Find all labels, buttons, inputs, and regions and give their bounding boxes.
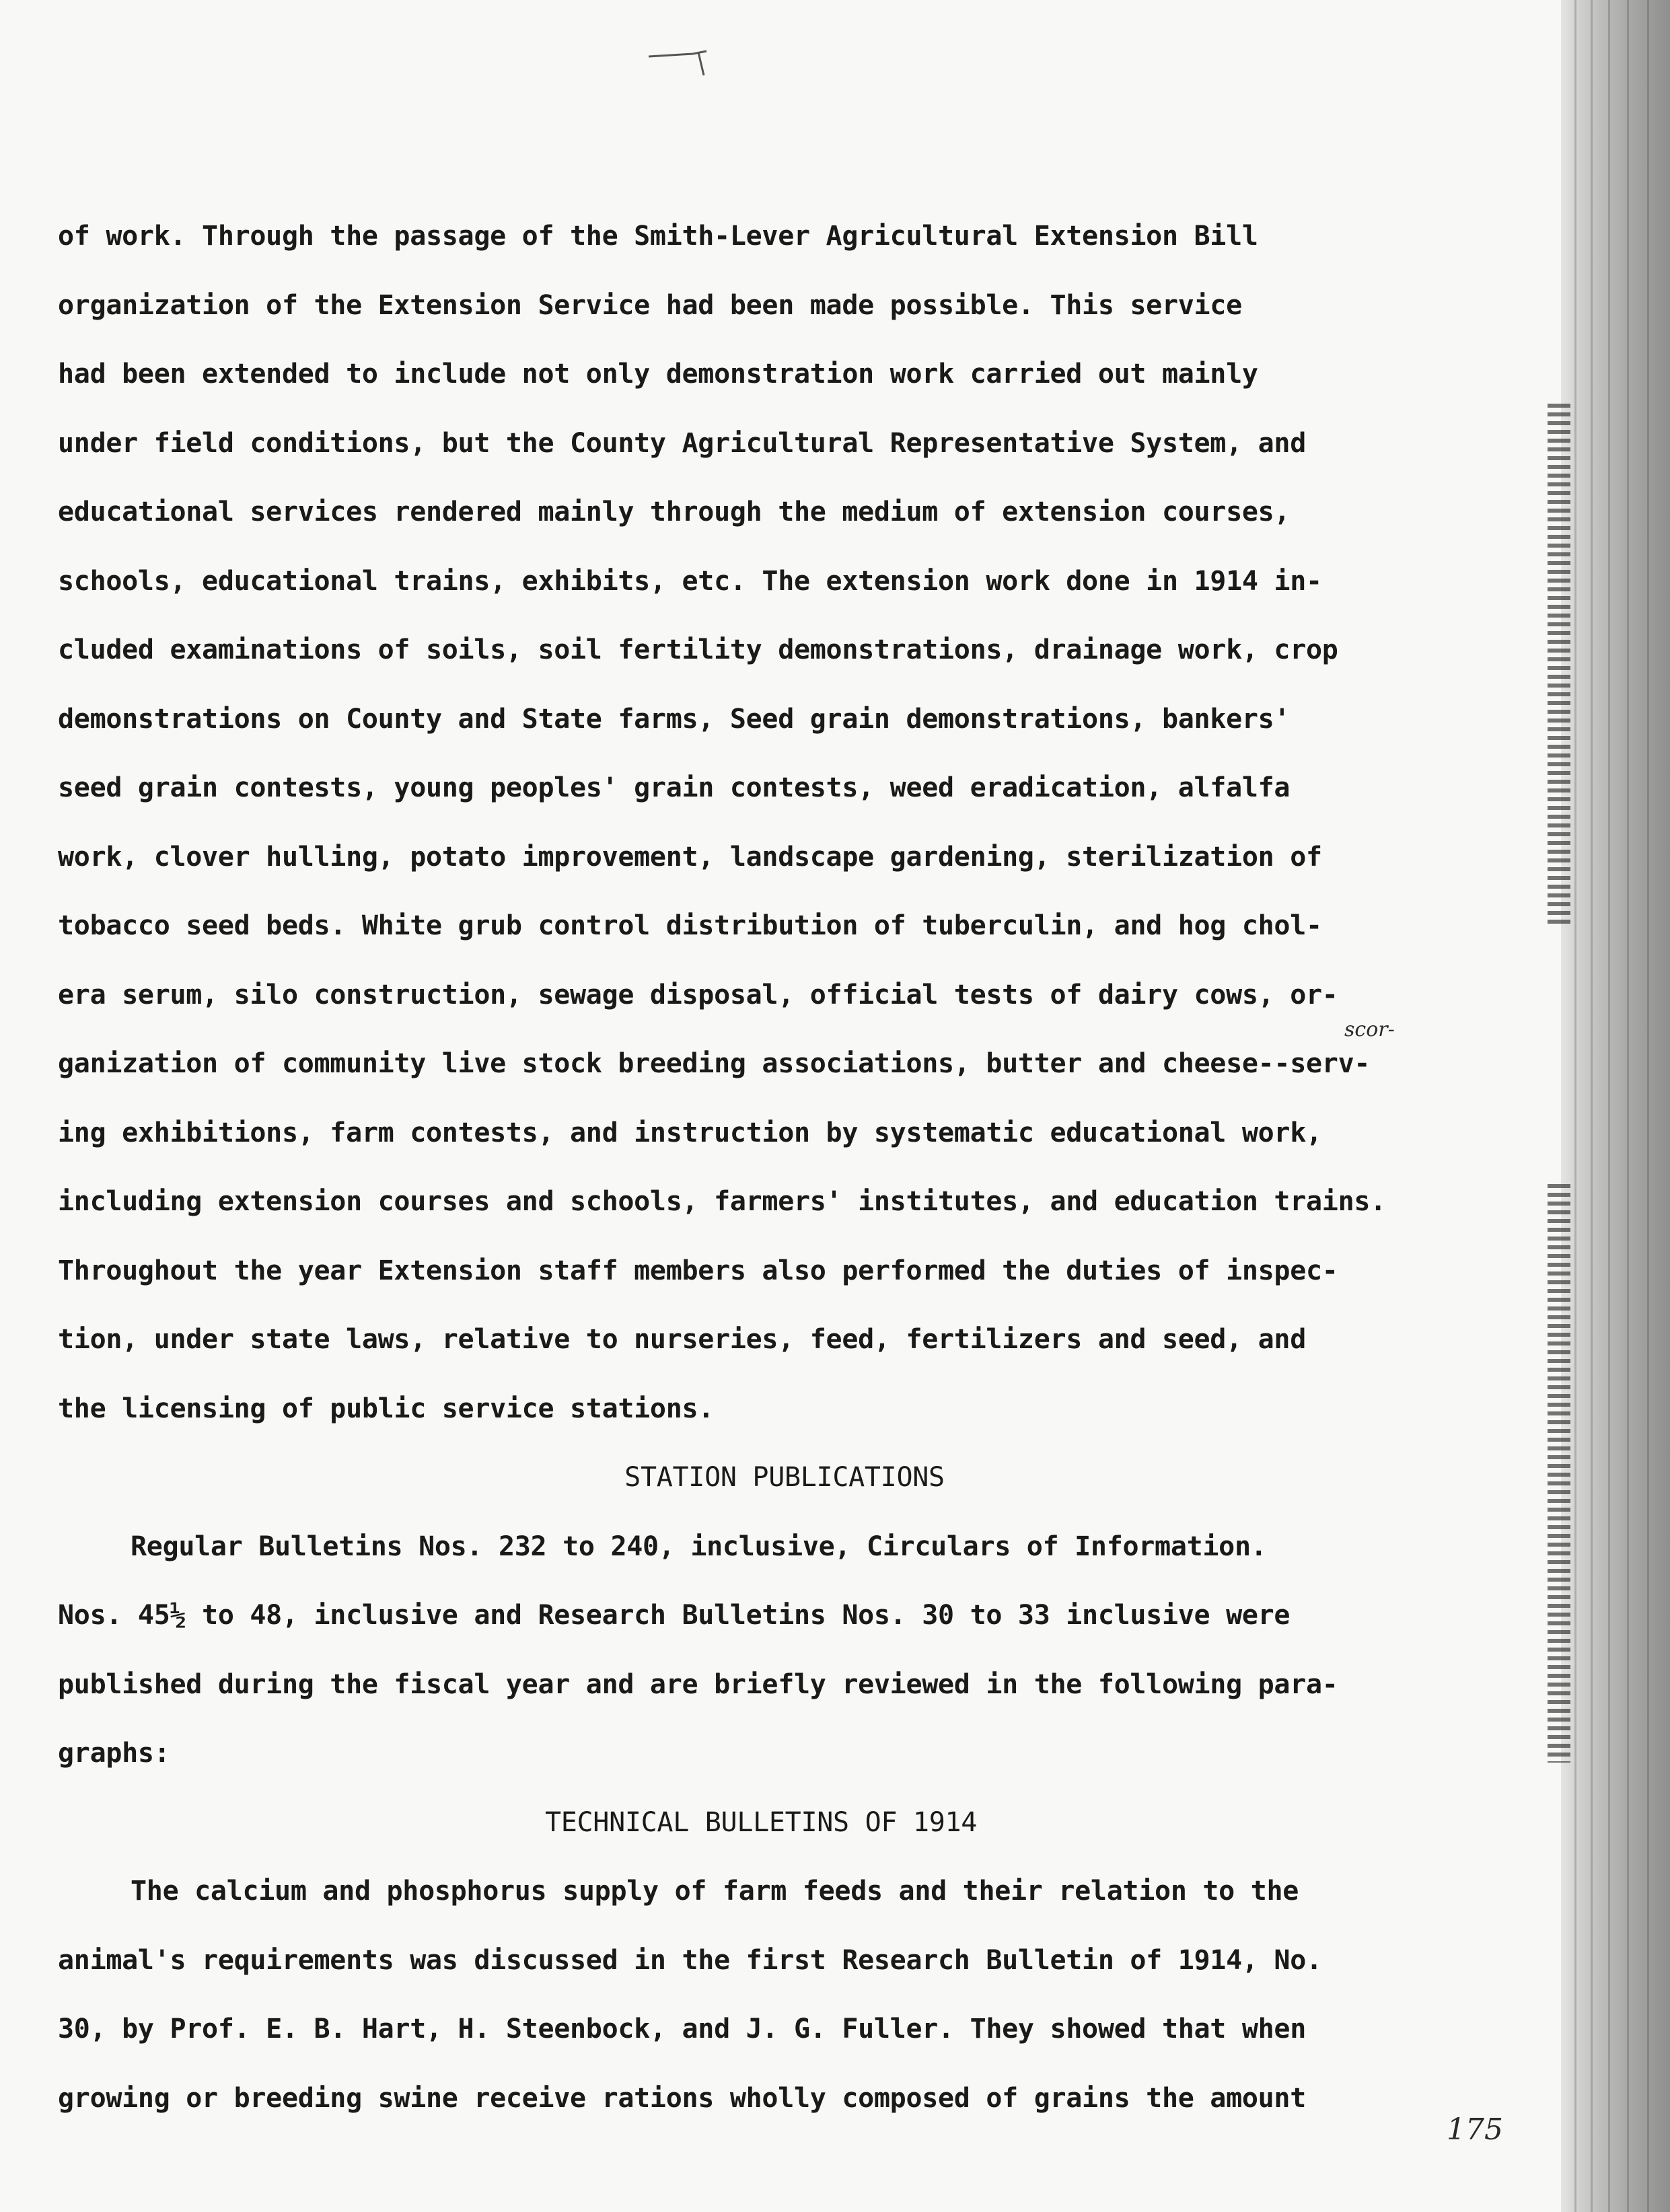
bleed-through-marks	[1548, 404, 1570, 928]
paragraph-line: Nos. 45½ to 48, inclusive and Research Bulletins Nos. 30 to 33 inclusive were	[58, 1600, 1291, 1631]
scan-mark	[646, 48, 720, 78]
document-body	[58, 202, 1464, 2133]
paragraph-line: the licensing of public service stations.	[58, 1393, 715, 1424]
paragraph-line: tobacco seed beds. White grub control distribution of tuberculin, and hog chol-	[58, 910, 1322, 941]
bleed-through-marks	[1548, 1184, 1570, 1763]
paragraph-line: era serum, silo construction, sewage disposal, official tests of dairy cows, or-	[58, 979, 1338, 1010]
paragraph-line: schools, educational trains, exhibits, etc. The extension work done in 1914 in-	[58, 565, 1322, 597]
paragraph-line: including extension courses and schools, farmers' institutes, and education trains.	[58, 1186, 1386, 1217]
paragraph-line: growing or breeding swine receive rations wholly composed of grains the amount	[58, 2082, 1306, 2114]
paragraph-line: published during the fiscal year and are briefly reviewed in the following para-	[58, 1668, 1338, 1700]
paragraph-line: seed grain contests, young peoples' grain contests, weed eradication, alfalfa	[58, 772, 1291, 803]
paragraph-line: had been extended to include not only demonstration work carried out mainly	[58, 359, 1258, 390]
paragraph-line: work, clover hulling, potato improvement, landscape gardening, sterilization of	[58, 841, 1322, 873]
paragraph-line: educational services rendered mainly through the medium of extension courses,	[58, 496, 1291, 527]
paragraph-line: Throughout the year Extension staff members also performed the duties of inspec-	[58, 1255, 1338, 1286]
section-heading: TECHNICAL BULLETINS OF 1914	[544, 1806, 978, 1838]
paragraph-line: ganization of community live stock breeding associations, butter and cheese--serv-	[58, 1048, 1371, 1079]
paragraph-line: of work. Through the passage of the Smith-Lever Agricultural Extension Bill	[58, 221, 1258, 252]
paragraph-line: The calcium and phosphorus supply of farm feeds and their relation to the	[131, 1876, 1299, 1907]
handwritten-annotation: scor-	[1344, 1018, 1395, 1041]
page-number: 175	[1447, 2112, 1503, 2147]
paragraph-line: cluded examinations of soils, soil fertility demonstrations, drainage work, crop	[58, 634, 1338, 665]
paragraph-line: tion, under state laws, relative to nurseries, feed, fertilizers and seed, and	[58, 1324, 1306, 1355]
paragraph-line: under field conditions, but the County Agricultural Representative System, and	[58, 427, 1306, 459]
paragraph-line: Regular Bulletins Nos. 232 to 240, inclusive, Circulars of Information.	[131, 1531, 1267, 1562]
paragraph-line: animal's requirements was discussed in the first Research Bulletin of 1914, No.	[58, 1944, 1322, 1976]
book-binding-edge	[1561, 0, 1670, 2212]
paragraph-line: organization of the Extension Service had been made possible. This service	[58, 289, 1242, 321]
paragraph-line: graphs:	[58, 1738, 170, 1769]
paragraph-line: 30, by Prof. E. B. Hart, H. Steenbock, and J. G. Fuller. They showed that when	[58, 2014, 1306, 2044]
paragraph-line: ing exhibitions, farm contests, and instruction by systematic educational work,	[58, 1117, 1322, 1148]
paragraph-line: demonstrations on County and State farms, Seed grain demonstrations, bankers'	[58, 703, 1291, 735]
section-heading: STATION PUBLICATIONS	[624, 1462, 945, 1493]
